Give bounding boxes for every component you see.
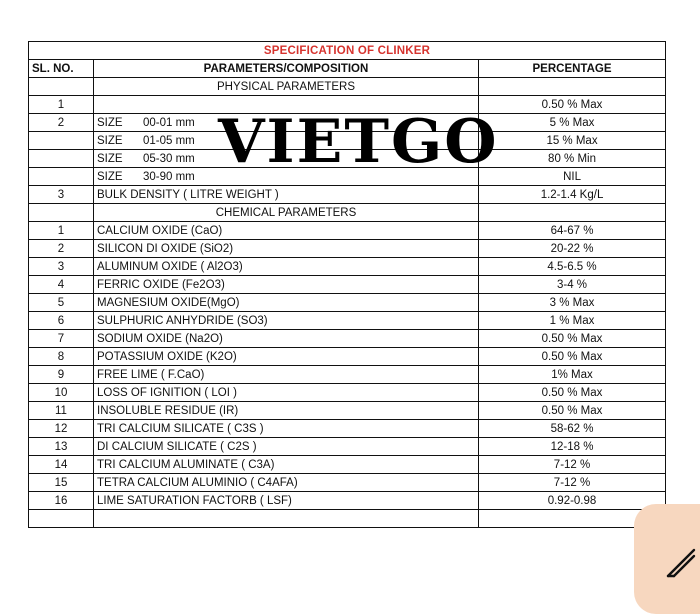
sl-cell: 11: [29, 402, 94, 420]
sl-cell: 2: [29, 114, 94, 132]
size-range: 01-05 mm: [143, 134, 195, 147]
value-cell: 7-12 %: [479, 456, 666, 474]
table-row: [29, 456, 666, 474]
table-row: [29, 366, 666, 384]
table-row: [29, 222, 666, 240]
sl-cell: [29, 132, 94, 150]
table-row: [29, 312, 666, 330]
param-cell: MAGNESIUM OXIDE(MgO): [94, 294, 479, 312]
value-cell: 0.92-0.98: [479, 492, 666, 510]
table-row: [29, 294, 666, 312]
empty-cell: [479, 204, 666, 222]
table-row: [29, 276, 666, 294]
table-row: [29, 150, 666, 168]
param-cell: [94, 150, 479, 168]
table-row: [29, 186, 666, 204]
value-cell: 1 % Max: [479, 312, 666, 330]
sl-cell: 2: [29, 240, 94, 258]
size-label: SIZE: [97, 116, 123, 129]
value-cell: 1% Max: [479, 366, 666, 384]
sl-cell: 8: [29, 348, 94, 366]
sl-cell: 4: [29, 276, 94, 294]
table-row: [29, 114, 666, 132]
param-cell: BULK DENSITY ( LITRE WEIGHT ): [94, 186, 479, 204]
physical-section-row: [29, 78, 666, 96]
sl-cell: 15: [29, 474, 94, 492]
value-cell: NIL: [479, 168, 666, 186]
empty-row: [29, 510, 666, 528]
sl-cell: 7: [29, 330, 94, 348]
param-cell: INSOLUBLE RESIDUE (IR): [94, 402, 479, 420]
header-row: [29, 60, 666, 78]
size-label: SIZE: [97, 170, 123, 183]
sl-cell: 3: [29, 186, 94, 204]
value-cell: 80 % Min: [479, 150, 666, 168]
param-cell: [94, 168, 479, 186]
param-cell: LIME SATURATION FACTORB ( LSF): [94, 492, 479, 510]
size-range: 00-01 mm: [143, 116, 195, 129]
param-cell: [94, 96, 479, 114]
size-label: SIZE: [97, 152, 123, 165]
sl-cell: 12: [29, 420, 94, 438]
sl-cell: 6: [29, 312, 94, 330]
table-row: [29, 168, 666, 186]
param-cell: TRI CALCIUM SILICATE ( C3S ): [94, 420, 479, 438]
param-cell: POTASSIUM OXIDE (K2O): [94, 348, 479, 366]
table-row: [29, 132, 666, 150]
size-range: 05-30 mm: [143, 152, 195, 165]
value-cell: 58-62 %: [479, 420, 666, 438]
sl-cell: 16: [29, 492, 94, 510]
table-row: [29, 348, 666, 366]
value-cell: 0.50 % Max: [479, 96, 666, 114]
value-cell: 5 % Max: [479, 114, 666, 132]
sl-cell: 14: [29, 456, 94, 474]
table-row: [29, 402, 666, 420]
sl-cell: 9: [29, 366, 94, 384]
table-row: [29, 492, 666, 510]
value-cell: 1.2-1.4 Kg/L: [479, 186, 666, 204]
param-cell: TETRA CALCIUM ALUMINIO ( C4AFA): [94, 474, 479, 492]
sl-cell: 1: [29, 96, 94, 114]
value-cell: 3 % Max: [479, 294, 666, 312]
sl-cell: 1: [29, 222, 94, 240]
sl-cell: 10: [29, 384, 94, 402]
table-row: [29, 258, 666, 276]
param-cell: SILICON DI OXIDE (SiO2): [94, 240, 479, 258]
param-cell: FERRIC OXIDE (Fe2O3): [94, 276, 479, 294]
value-cell: 20-22 %: [479, 240, 666, 258]
param-cell: DI CALCIUM SILICATE ( C2S ): [94, 438, 479, 456]
value-cell: 4.5-6.5 %: [479, 258, 666, 276]
table-row: [29, 384, 666, 402]
table-row: [29, 420, 666, 438]
empty-cell: [29, 204, 94, 222]
param-cell: CALCIUM OXIDE (CaO): [94, 222, 479, 240]
size-label: SIZE: [97, 134, 123, 147]
table-row: [29, 240, 666, 258]
title-row: [29, 42, 666, 60]
sl-cell: 13: [29, 438, 94, 456]
param-cell: TRI CALCIUM ALUMINATE ( C3A): [94, 456, 479, 474]
sl-cell: 3: [29, 258, 94, 276]
param-cell: [94, 114, 479, 132]
table-row: [29, 96, 666, 114]
page-title: SPECIFICATION OF CLINKER: [29, 42, 666, 60]
param-cell: ALUMINUM OXIDE ( Al2O3): [94, 258, 479, 276]
param-cell: FREE LIME ( F.CaO): [94, 366, 479, 384]
empty-cell: [29, 78, 94, 96]
header-parameters: PARAMETERS/COMPOSITION: [94, 60, 479, 78]
param-cell: SULPHURIC ANHYDRIDE (SO3): [94, 312, 479, 330]
size-range: 30-90 mm: [143, 170, 195, 183]
sl-cell: [29, 168, 94, 186]
header-percentage: PERCENTAGE: [479, 60, 666, 78]
value-cell: 12-18 %: [479, 438, 666, 456]
physical-section-header: PHYSICAL PARAMETERS: [94, 78, 479, 96]
table-row: [29, 438, 666, 456]
sl-cell: 5: [29, 294, 94, 312]
chemical-section-row: [29, 204, 666, 222]
param-cell: LOSS OF IGNITION ( LOI ): [94, 384, 479, 402]
table-row: [29, 330, 666, 348]
value-cell: 7-12 %: [479, 474, 666, 492]
sl-cell: [29, 150, 94, 168]
value-cell: 0.50 % Max: [479, 402, 666, 420]
value-cell: 0.50 % Max: [479, 330, 666, 348]
value-cell: 0.50 % Max: [479, 348, 666, 366]
header-sl-no: SL. NO.: [29, 60, 94, 78]
table-row: [29, 474, 666, 492]
edit-pencil-icon[interactable]: [664, 546, 698, 580]
empty-cell: [479, 78, 666, 96]
chemical-section-header: CHEMICAL PARAMETERS: [94, 204, 479, 222]
vietgo-watermark: VIETGO: [218, 107, 499, 177]
value-cell: 64-67 %: [479, 222, 666, 240]
clinker-spec-table: [28, 41, 666, 528]
empty-cell: [94, 510, 479, 528]
param-cell: SODIUM OXIDE (Na2O): [94, 330, 479, 348]
value-cell: 15 % Max: [479, 132, 666, 150]
param-cell: [94, 132, 479, 150]
empty-cell: [29, 510, 94, 528]
value-cell: 0.50 % Max: [479, 384, 666, 402]
value-cell: 3-4 %: [479, 276, 666, 294]
